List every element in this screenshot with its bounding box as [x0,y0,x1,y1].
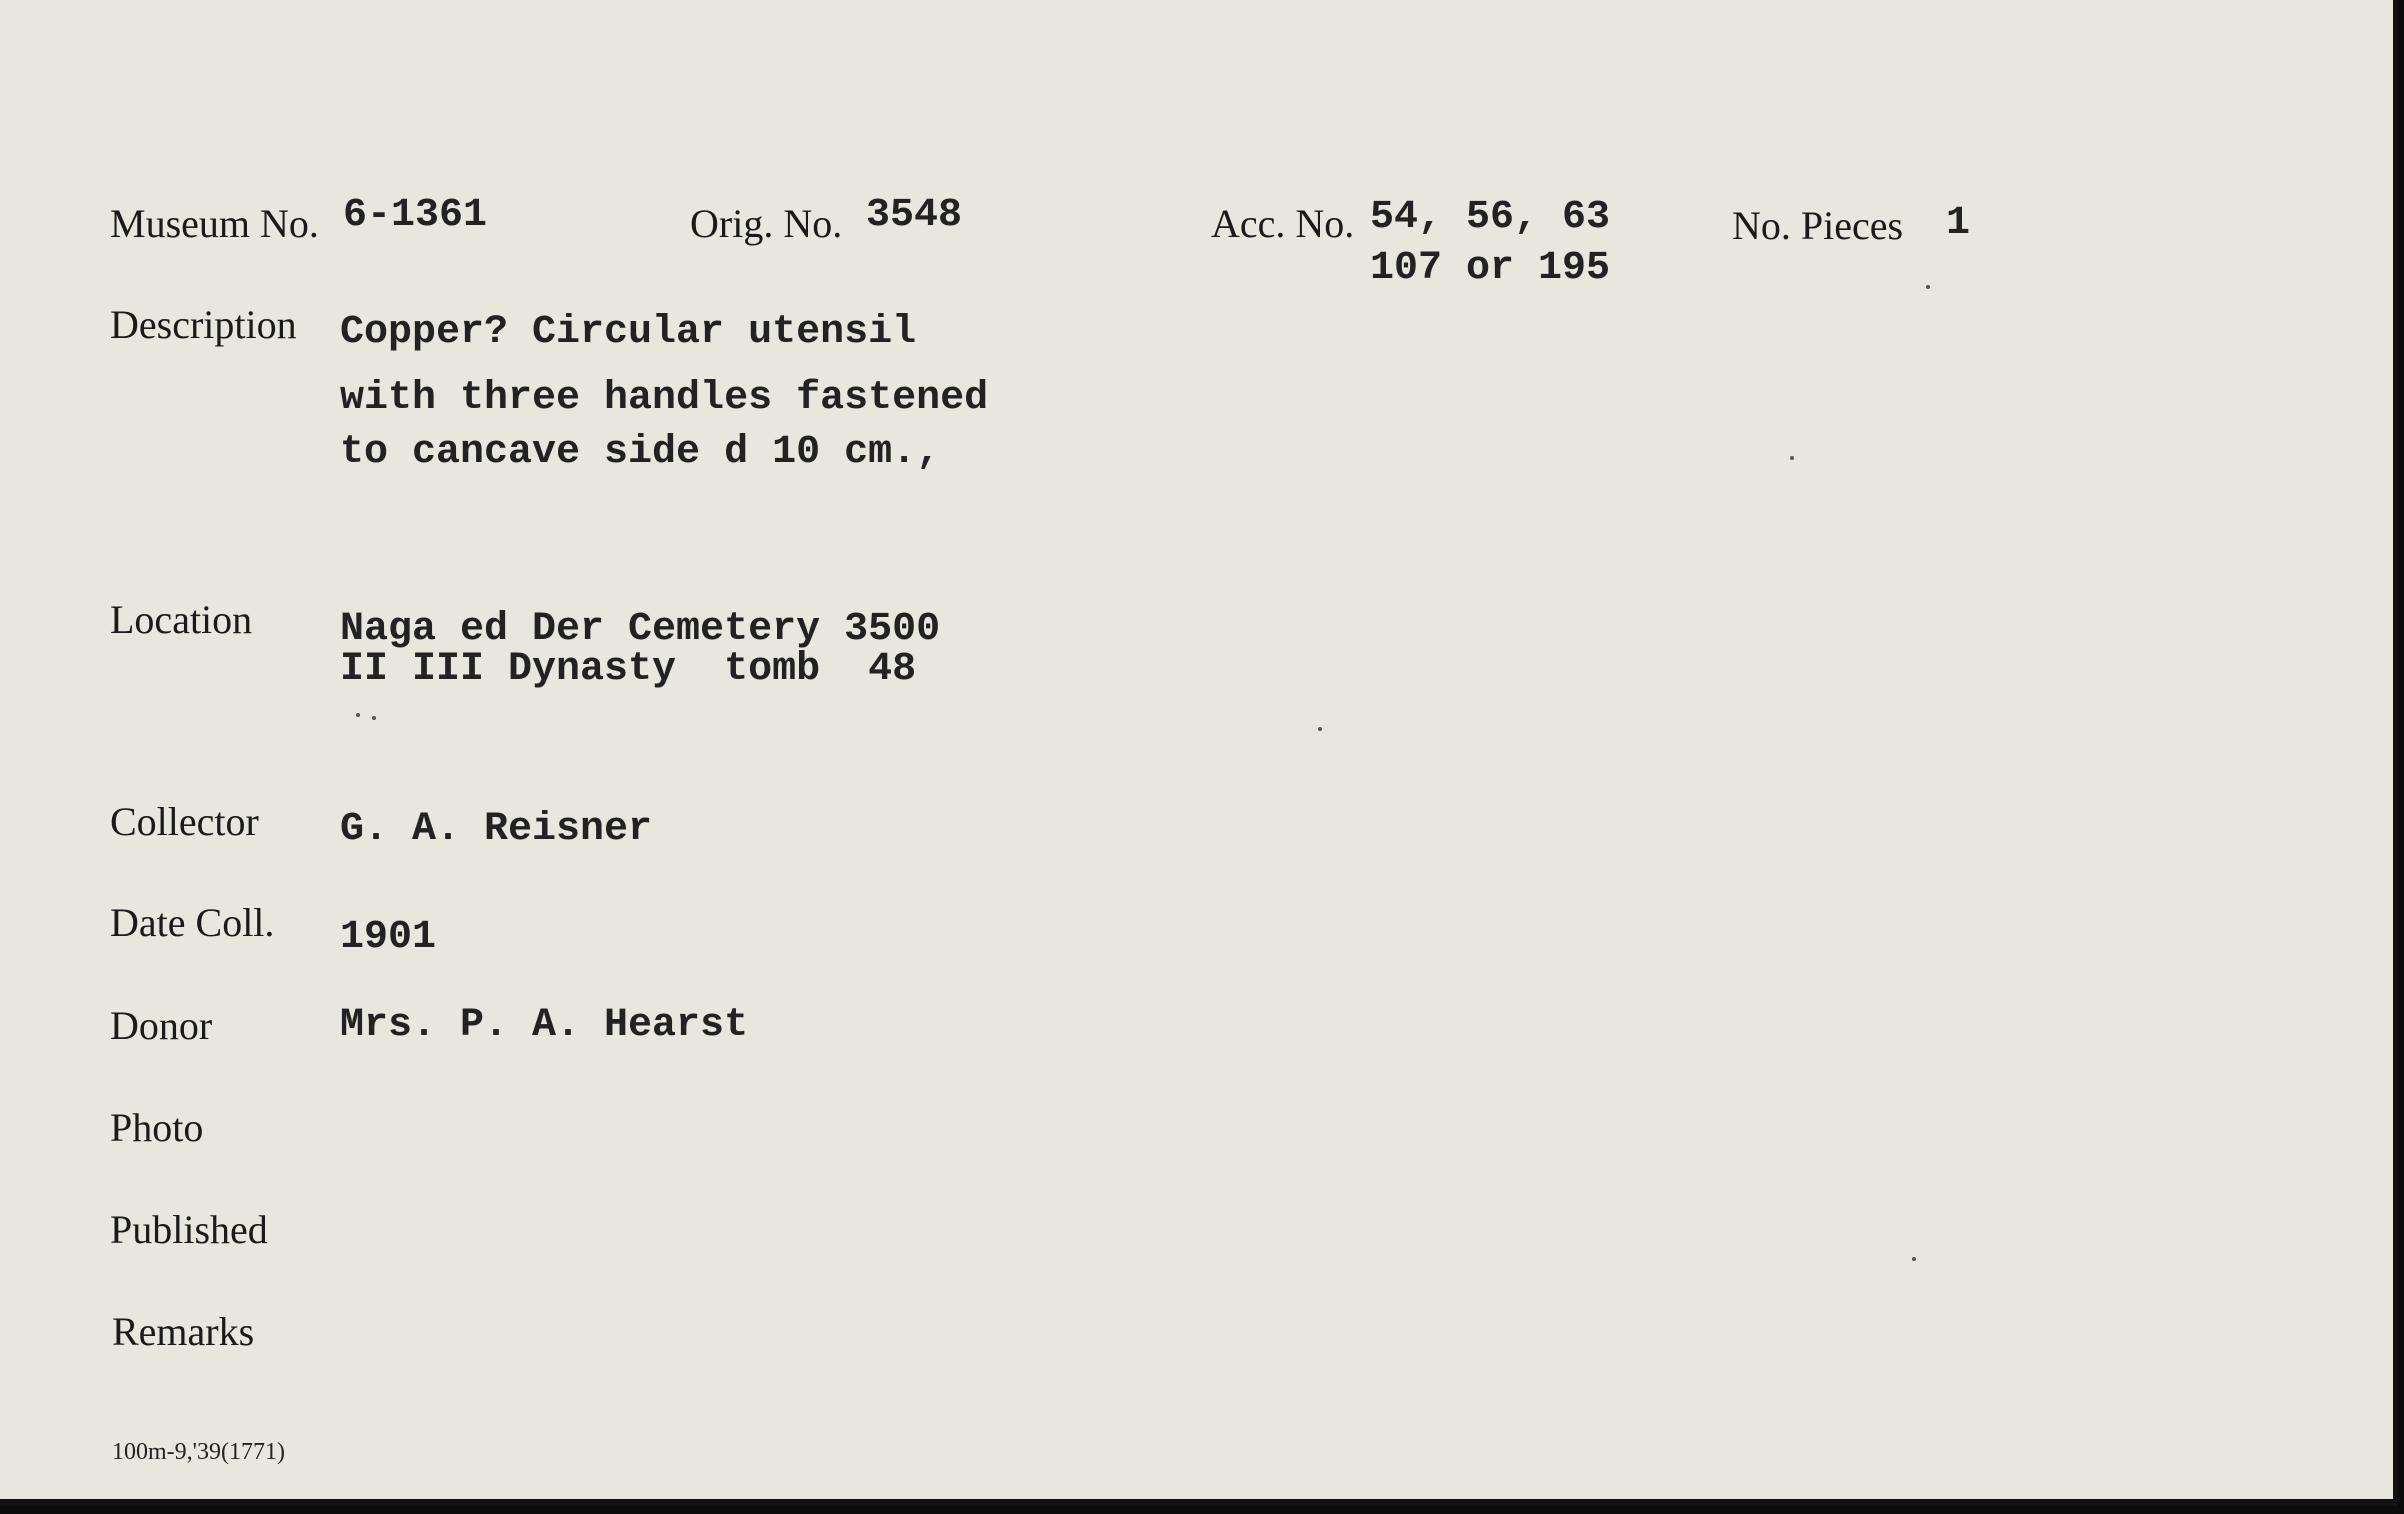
donor-value: Mrs. P. A. Hearst [340,1003,749,1048]
acc-no-value-line1: 54, 56, 63 [1370,195,1611,240]
location-label: Location [110,597,253,642]
museum-no-value: 6-1361 [343,193,488,238]
no-pieces-value: 1 [1946,201,1971,246]
remarks-label: Remarks [112,1309,255,1354]
acc-no-label: Acc. No. [1211,201,1355,246]
date-coll-value: 1901 [340,915,437,960]
orig-no-label: Orig. No. [690,201,843,246]
orig-no-value: 3548 [866,193,963,238]
description-line: with three handles fastened [340,376,989,421]
paper-speck [1318,727,1322,731]
paper-speck [1912,1257,1916,1261]
photo-label: Photo [110,1105,204,1150]
description-label: Description [110,302,297,347]
acc-no-value-line2: 107 or 195 [1370,246,1611,291]
print-code: 100m-9,'39(1771) [112,1439,285,1465]
location-value-line2: II III Dynasty tomb 48 [340,647,917,692]
paper-speck [356,713,360,717]
collector-value: G. A. Reisner [340,807,653,852]
date-coll-label: Date Coll. [110,900,275,945]
published-label: Published [110,1207,268,1252]
location-value-line1: Naga ed Der Cemetery 3500 [340,607,941,652]
no-pieces-label: No. Pieces [1732,203,1904,248]
museum-no-label: Museum No. [110,201,319,246]
paper-speck [1790,456,1794,460]
description-line: to cancave side d 10 cm., [340,430,941,475]
paper-speck [372,716,376,720]
paper-speck [1926,285,1930,289]
description-line: Copper? Circular utensil [340,310,917,355]
donor-label: Donor [110,1003,213,1048]
collector-label: Collector [110,799,259,844]
